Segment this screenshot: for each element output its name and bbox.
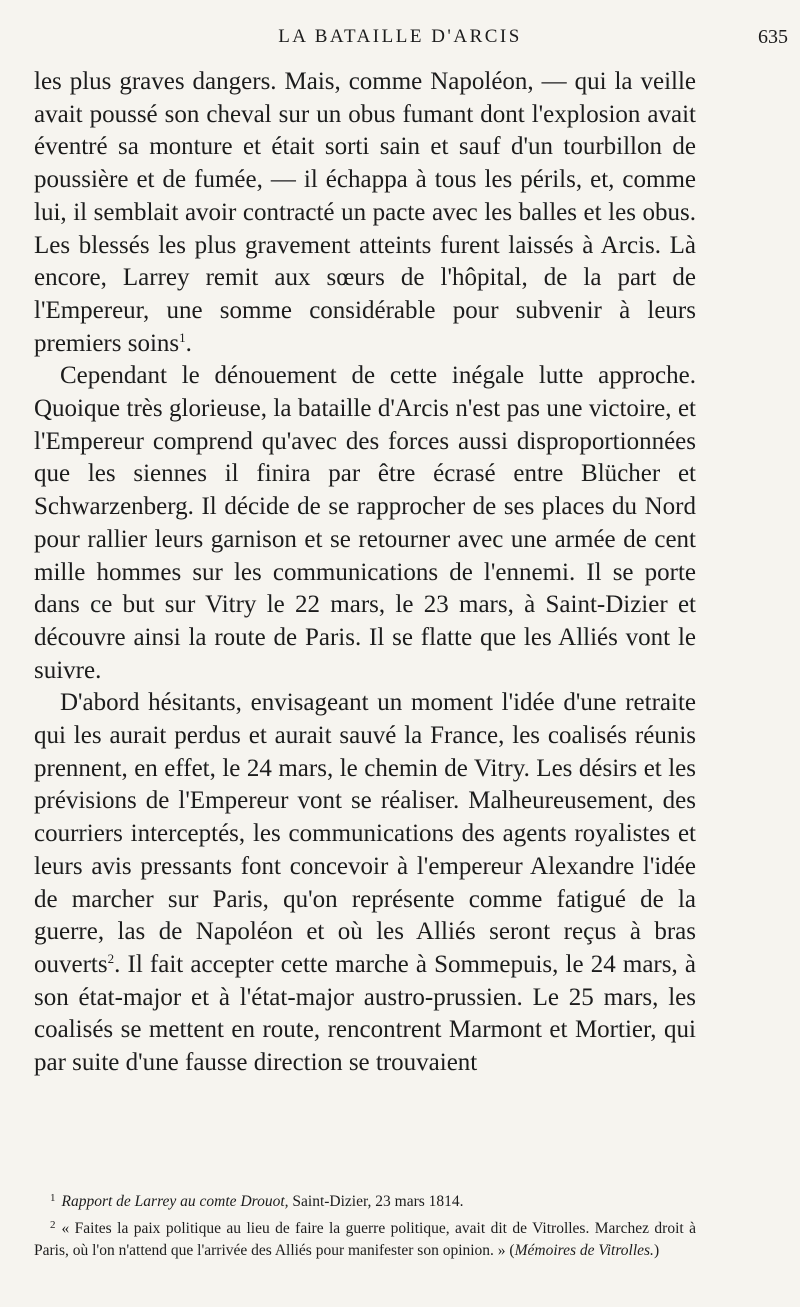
page-header — [0, 26, 800, 56]
footnote-reference: 1 — [179, 329, 186, 345]
paragraph-text: D'abord hésitants, envisageant un moment l'idée d'une retraite qui les aurait perdus et aurait sauvé la France, les coalisés réunis prennent, en effet, le 24 mars, le chemin de Vitry. Les désirs et les prévisions de l'Empereur vont se réaliser. Malheureusement, des courriers interceptés, les communications des agents royalistes et leurs avis pressants font concevoir à l'empereur Alexandre l'idée de marcher sur Paris, qu'on représente comme fatigué de la guerre, las de Napoléon et où les Alliés seront reçus à bras ouverts — [34, 689, 696, 978]
footnote-citation: Mémoires de Vitrolles. — [514, 1242, 654, 1259]
footnote-mark: 1 — [50, 1192, 56, 1204]
footnotes — [34, 1187, 696, 1263]
footnote-text: « Faites la paix politique au lieu de faire la guerre politique, avait dit de Vitrolles. Marchez droit à Paris, où l'on n'attend que l'arrivée des Alliés pour manifester son opinion. » ( — [34, 1219, 696, 1259]
footnote-text: Saint-Dizier, 23 mars 1814. — [288, 1193, 464, 1210]
footnote-citation: Rapport de Larrey au comte Drouot, — [61, 1193, 289, 1210]
paragraph — [34, 687, 696, 1079]
footnote-tail: ) — [653, 1242, 660, 1259]
running-title: LA BATAILLE D'ARCIS — [278, 26, 522, 47]
paragraph — [34, 360, 696, 687]
page-number: 635 — [758, 26, 788, 48]
paragraph-tail: . — [185, 329, 192, 357]
body-text — [34, 66, 696, 1080]
footnote — [34, 1187, 696, 1214]
paragraph-tail: . Il fait accepter cette marche à Sommepuis, le 24 mars, à son état-major et à l'état-major austro-prussien. Le 25 mars, les coalisés se mettent en route, rencontrent Marmont et Mortier, qui par suite d'une fausse direction se trouvaient — [34, 950, 696, 1077]
paragraph-text: les plus graves dangers. Mais, comme Napoléon, — qui la veille avait poussé son cheval sur un obus fumant dont l'explosion avait éventré sa monture et était sorti sain et sauf d'un tourbillon de poussière et de fumée, — il échappa à tous les périls, et, comme lui, il semblait avoir contracté un pacte avec les balles et les obus. Les blessés les plus gravement atteints furent laissés à Arcis. Là encore, Larrey remit aux sœurs de l'hôpital, de la part de l'Empereur, une somme considérable pour subvenir à leurs premiers soins — [34, 68, 696, 357]
paragraph-text: Cependant le dénouement de cette inégale lutte approche. Quoique très glorieuse, la bataille d'Arcis n'est pas une victoire, et l'Empereur comprend qu'avec des forces aussi disproportionnées que les siennes il finira par être écrasé entre Blücher et Schwarzenberg. Il décide de se rapprocher de ses places du Nord pour rallier leurs garnison et se retourner avec une armée de cent mille hommes sur les communications de l'ennemi. Il se porte dans ce but sur Vitry le 22 mars, le 23 mars, à Saint-Dizier et découvre ainsi la route de Paris. Il se flatte que les Alliés vont le suivre. — [34, 362, 696, 684]
footnote-mark: 2 — [50, 1218, 56, 1231]
footnote — [34, 1214, 696, 1263]
footnote-reference: 2 — [107, 950, 115, 966]
paragraph — [34, 66, 696, 360]
